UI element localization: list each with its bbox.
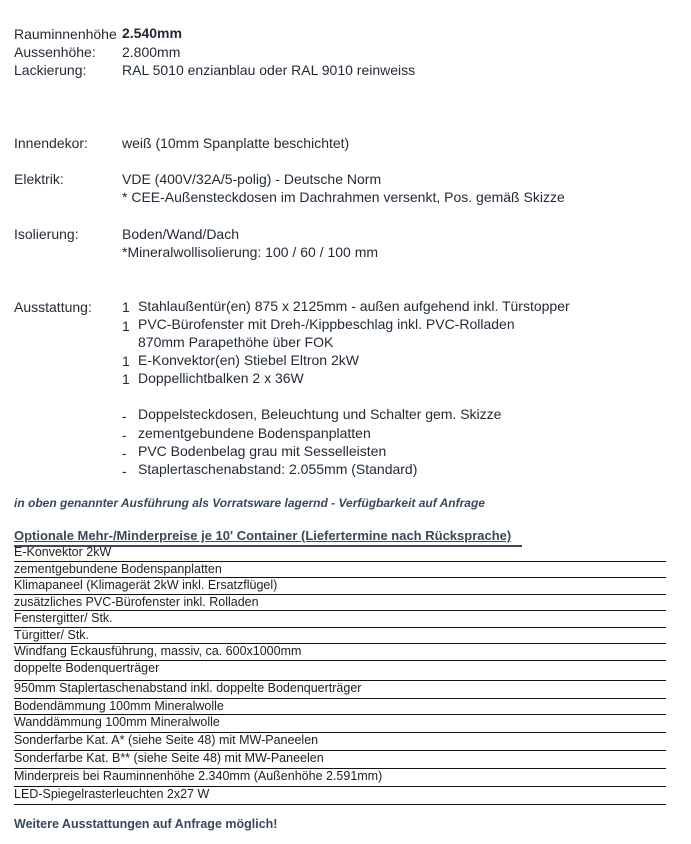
label-height-outer: Aussenhöhe: (14, 44, 96, 60)
label-paint: Lackierung: (14, 62, 87, 78)
value-insulation-2: *Mineralwollisolierung: 100 / 60 / 100 mm (122, 244, 379, 260)
value-electric-2: * CEE-Außensteckdosen im Dachrahmen versenkt, Pos. gemäß Skizze (122, 189, 565, 205)
equipment-item: E-Konvektor(en) Stiebel Eltron 2kW (138, 352, 359, 368)
options-row: doppelte Bodenquerträger (14, 661, 666, 681)
options-table (14, 545, 666, 805)
options-row: 950mm Staplertaschenabstand inkl. doppelte Bodenquerträger (14, 681, 666, 699)
availability-note: in oben genannter Ausführung als Vorratsware lagernd - Verfügbarkeit auf Anfrage (14, 496, 485, 510)
options-row: zementgebundene Bodenspanplatten (14, 562, 666, 579)
equipment-item: Stahlaußentür(en) 875 x 2125mm - außen aufgehend inkl. Türstopper (138, 298, 570, 314)
options-title: Optionale Mehr-/Minderpreise je 10' Container (Liefertermine nach Rücksprache) (14, 528, 512, 543)
extra-bullet: - (122, 445, 127, 461)
extra-bullet: - (122, 427, 127, 443)
label-interior: Innendekor: (14, 135, 88, 151)
value-insulation-1: Boden/Wand/Dach (122, 226, 239, 242)
options-row: Sonderfarbe Kat. A* (siehe Seite 48) mit MW-Paneelen (14, 733, 666, 751)
equipment-qty: 1 (122, 353, 130, 369)
value-height-inner: 2.540mm (122, 25, 182, 41)
extra-item: Doppelsteckdosen, Beleuchtung und Schalter gem. Skizze (138, 406, 502, 422)
options-row: Bodendämmung 100mm Mineralwolle (14, 699, 666, 716)
options-row: zusätzliches PVC-Bürofenster inkl. Rolladen (14, 595, 666, 612)
extra-item: zementgebundene Bodenspanplatten (138, 425, 371, 441)
equipment-qty: 1 (122, 299, 130, 315)
equipment-item: PVC-Bürofenster mit Dreh-/Kippbeschlag inkl. PVC-Rolladen (138, 316, 515, 332)
extra-item: PVC Bodenbelag grau mit Sesselleisten (138, 443, 387, 459)
options-row: Klimapaneel (Klimagerät 2kW inkl. Ersatzflügel) (14, 578, 666, 595)
extra-bullet: - (122, 408, 127, 424)
options-row: Fenstergitter/ Stk. (14, 611, 666, 628)
options-row: Wanddämmung 100mm Mineralwolle (14, 715, 666, 733)
footer-note: Weitere Ausstattungen auf Anfrage möglich! (14, 817, 278, 831)
extra-item: Staplertaschenabstand: 2.055mm (Standard) (138, 461, 418, 477)
options-row: Windfang Eckausführung, massiv, ca. 600x1000mm (14, 644, 666, 661)
label-equipment: Ausstattung: (14, 299, 92, 315)
options-row: Sonderfarbe Kat. B** (siehe Seite 48) mit MW-Paneelen (14, 751, 666, 769)
options-row: LED-Spiegelrasterleuchten 2x27 W (14, 787, 666, 805)
equipment-item: 870mm Parapethöhe über FOK (138, 334, 334, 350)
equipment-qty: 1 (122, 371, 130, 387)
equipment-item: Doppellichtbalken 2 x 36W (138, 370, 304, 386)
label-insulation: Isolierung: (14, 226, 79, 242)
value-electric-1: VDE (400V/32A/5-polig) - Deutsche Norm (122, 171, 382, 187)
label-electric: Elektrik: (14, 171, 64, 187)
options-row: Minderpreis bei Rauminnenhöhe 2.340mm (Außenhöhe 2.591mm) (14, 769, 666, 787)
value-interior: weiß (10mm Spanplatte beschichtet) (122, 135, 350, 151)
value-paint: RAL 5010 enzianblau oder RAL 9010 reinweiss (122, 62, 416, 78)
options-row: E-Konvektor 2kW (14, 545, 666, 562)
label-height-inner: Rauminnenhöhe (14, 26, 117, 42)
value-height-outer: 2.800mm (122, 44, 181, 60)
options-row: Türgitter/ Stk. (14, 628, 666, 645)
equipment-qty: 1 (122, 318, 130, 334)
extra-bullet: - (122, 463, 127, 479)
